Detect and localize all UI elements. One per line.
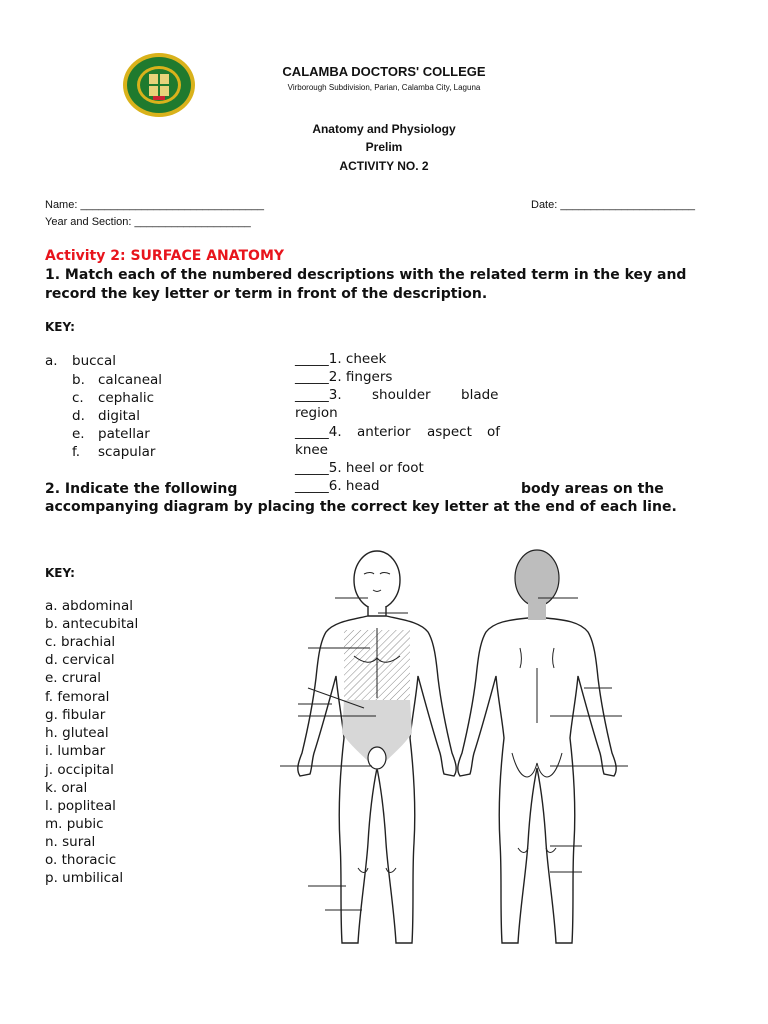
key1-term-d: digital <box>98 408 140 424</box>
key1-letter-f: f. <box>72 444 81 460</box>
key1-term-b: calcaneal <box>98 372 163 388</box>
name-field[interactable]: Name: ______________________________ <box>45 199 264 211</box>
exam-term: Prelim <box>365 140 403 154</box>
question-2-rest: accompanying diagram by placing the correct key letter at the end of each line. <box>45 499 677 515</box>
activity-title: Activity 2: SURFACE ANATOMY <box>45 248 285 264</box>
activity-number: ACTIVITY NO. 2 <box>339 159 429 173</box>
key2-item-e: e. crural <box>45 670 101 686</box>
description-3-word1: shoulder <box>372 387 431 403</box>
description-2: _____2. fingers <box>295 369 393 385</box>
key1-letter-d: d. <box>72 408 85 424</box>
question-2-end: body areas on the <box>521 481 664 497</box>
college-name: CALAMBA DOCTORS' COLLEGE <box>282 64 486 79</box>
key2-item-p: p. umbilical <box>45 870 124 886</box>
key1-term-e: patellar <box>98 426 150 442</box>
description-4-word4: knee <box>295 442 328 458</box>
date-field[interactable]: Date: ______________________ <box>531 199 695 211</box>
key2-item-c: c. brachial <box>45 634 116 650</box>
key2-item-j: j. occipital <box>45 762 114 778</box>
course-title: Anatomy and Physiology <box>312 122 456 136</box>
key1-term-f: scapular <box>98 444 156 460</box>
key2-item-o: o. thoracic <box>45 852 117 868</box>
key2-item-h: h. gluteal <box>45 725 109 741</box>
key1-term-c: cephalic <box>98 390 155 406</box>
description-3-word2: blade <box>461 387 499 403</box>
key1-letter-b: b. <box>72 372 85 388</box>
year-section-field[interactable]: Year and Section: ___________________ <box>45 216 251 228</box>
key1-letter-a: a. <box>45 353 58 369</box>
key1-letter-c: c. <box>72 390 84 406</box>
key2-item-l: l. popliteal <box>45 798 116 814</box>
question-2-start: 2. Indicate the following <box>45 481 238 497</box>
description-3-blank: _____3. <box>295 387 342 403</box>
key2-item-a: a. abdominal <box>45 598 134 614</box>
key-heading-2: KEY: <box>45 566 75 580</box>
key2-item-d: d. cervical <box>45 652 115 668</box>
key1-letter-e: e. <box>72 426 85 442</box>
back-figure <box>458 618 616 943</box>
description-1: _____1. cheek <box>295 351 387 367</box>
college-address: Virborough Subdivision, Parian, Calamba City, Laguna <box>287 83 481 92</box>
description-4-word3: of <box>487 424 501 440</box>
key1-term-a: buccal <box>72 353 116 369</box>
description-4-blank: _____4. <box>295 424 342 440</box>
description-4-word1: anterior <box>357 424 411 440</box>
key2-item-n: n. sural <box>45 834 96 850</box>
key2-item-k: k. oral <box>45 780 88 796</box>
description-6: _____6. head <box>295 478 380 494</box>
key2-item-g: g. fibular <box>45 707 106 723</box>
key2-item-b: b. antecubital <box>45 616 139 632</box>
description-3-word3: region <box>295 405 338 421</box>
body-diagram <box>280 548 630 963</box>
key2-item-i: i. lumbar <box>45 743 106 759</box>
description-5: _____5. heel or foot <box>295 460 424 476</box>
key2-item-m: m. pubic <box>45 816 104 832</box>
question-1: 1. Match each of the numbered descriptions with the related term in the key and record the key letter or term in front of the description. <box>45 267 687 302</box>
key2-item-f: f. femoral <box>45 689 110 705</box>
key-heading-1: KEY: <box>45 320 75 334</box>
description-4-word2: aspect <box>427 424 472 440</box>
